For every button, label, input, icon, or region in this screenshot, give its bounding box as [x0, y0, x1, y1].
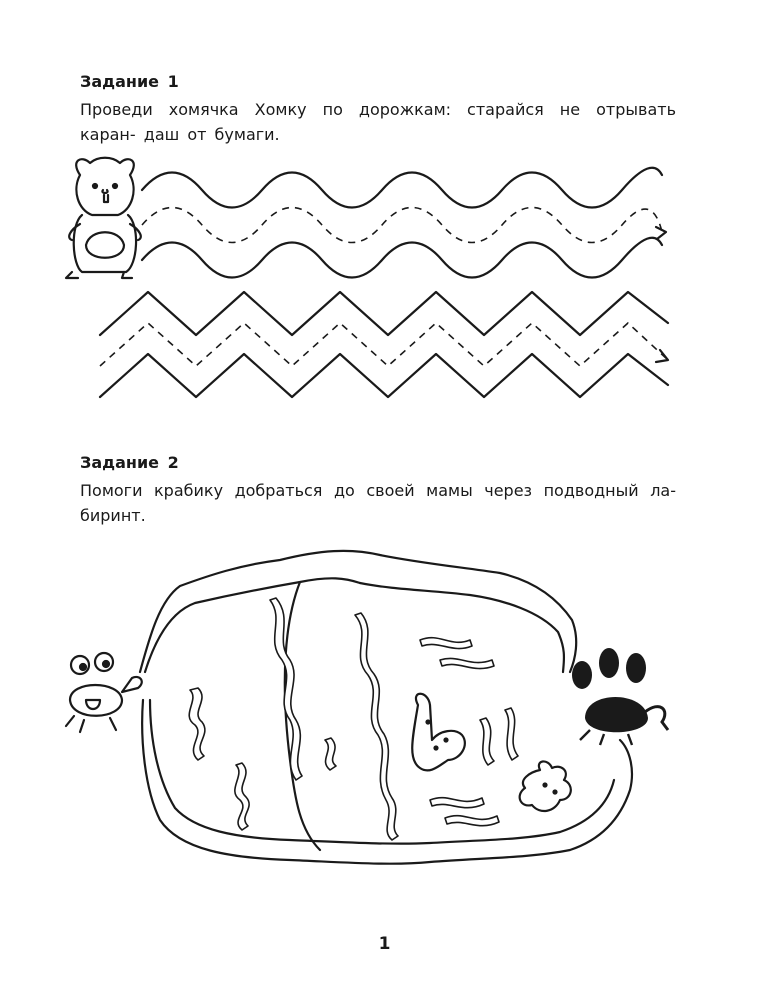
page-number: 1 — [378, 934, 391, 954]
coral-group — [412, 694, 571, 811]
task2-instructions: Помоги крабику добраться до своей мамы через подводный ла- биринт. — [80, 481, 676, 525]
task1-instructions: Проведи хомячка Хомку по дорожкам: старайся не отрывать каран- даш от бумаги. — [80, 100, 676, 144]
zigzag-track[interactable] — [100, 292, 668, 397]
task2-title: Задание 2 — [80, 453, 179, 472]
small-crab-icon — [66, 653, 142, 732]
task1-title: Задание 1 — [80, 72, 179, 91]
hamster-icon — [66, 158, 141, 278]
maze-border — [140, 551, 632, 864]
seaweed-group — [189, 598, 518, 840]
wavy-track[interactable] — [142, 168, 666, 278]
mother-crab-icon — [572, 648, 668, 745]
